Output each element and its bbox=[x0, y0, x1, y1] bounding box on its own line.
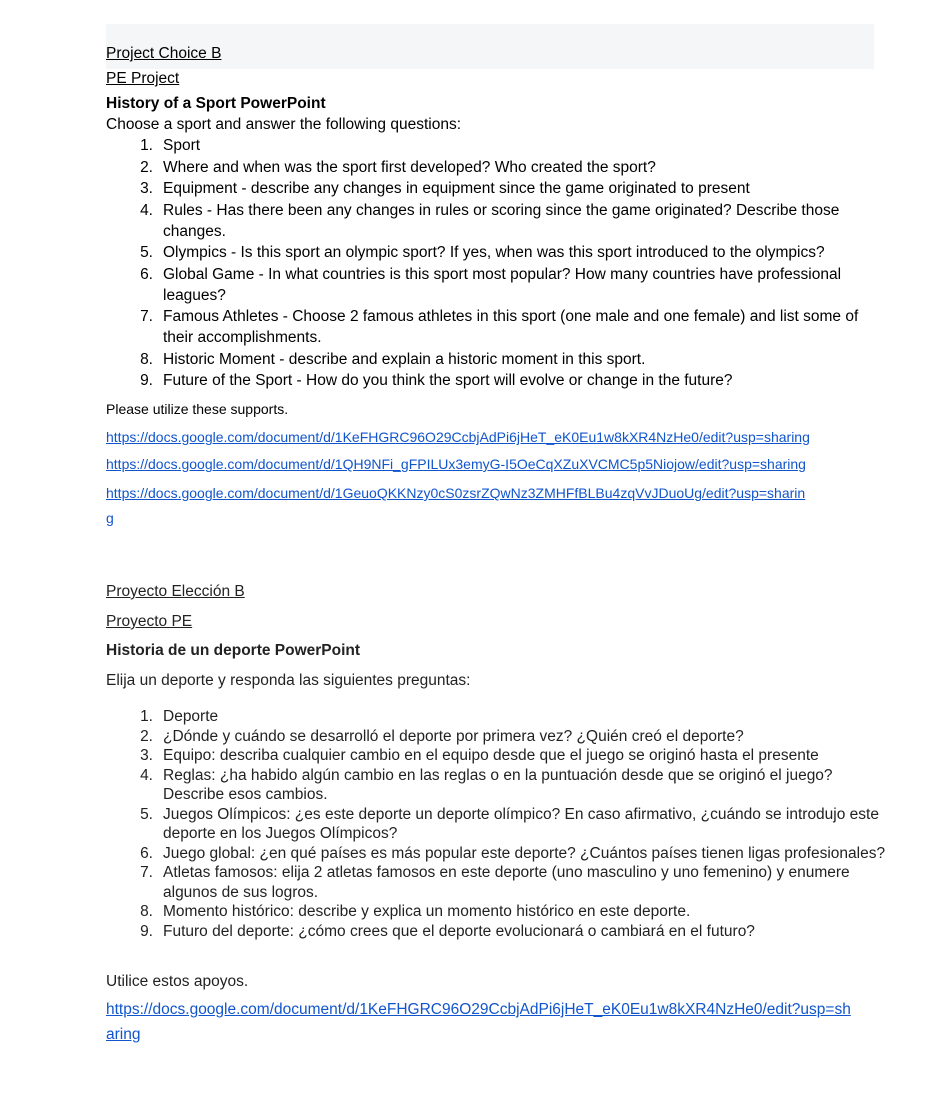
supports-label: Please utilize these supports. bbox=[106, 401, 289, 417]
spanish-questions-list bbox=[106, 707, 886, 941]
list-item: 5. Olympics - Is this sport an olympic sport? If yes, when was this sport introduced to the olympics? bbox=[140, 244, 825, 261]
support-link-3[interactable]: https://docs.google.com/document/d/1GeuoQKKNzy0cS0zsrZQwNz3ZMHFfBLBu4zqVvJDuoUg/edit?usp=sharing bbox=[106, 485, 806, 526]
intro-text: Choose a sport and answer the following questions: bbox=[106, 116, 461, 133]
spanish-support-link[interactable]: https://docs.google.com/document/d/1KeFHGRC96O29CcbjAdPi6jHeT_eK0Eu1w8kXR4NzHe0/edit?usp=sharing bbox=[106, 1001, 851, 1043]
list-item: 7. Famous Athletes - Choose 2 famous athletes in this sport (one male and one female) and list some of their accomplishments. bbox=[140, 308, 859, 346]
document-title: History of a Sport PowerPoint bbox=[106, 95, 326, 112]
list-item: 6. Juego global: ¿en qué países es más popular este deporte? ¿Cuántos países tienen ligas profesionales? bbox=[140, 844, 886, 862]
list-item: 4. Rules - Has there been any changes in rules or scoring since the game originated? Describe those changes. bbox=[140, 201, 840, 240]
list-item: 1. Deporte bbox=[140, 708, 219, 725]
spanish-supports-label: Utilice estos apoyos. bbox=[106, 973, 249, 990]
list-item: 4. Reglas: ¿ha habido algún cambio en las reglas o en la puntuación desde que se originó el juego? Describe esos cambios. bbox=[140, 766, 833, 803]
list-item: 5. Juegos Olímpicos: ¿es este deporte un deporte olímpico? En caso afirmativo, ¿cuándo se introdujo este deporte en los Juegos Olímpicos? bbox=[140, 805, 879, 842]
list-item: 1. Sport bbox=[140, 137, 201, 154]
document-content bbox=[106, 43, 886, 1047]
support-links bbox=[106, 427, 886, 531]
support-link-1[interactable]: https://docs.google.com/document/d/1KeFHGRC96O29CcbjAdPi6jHeT_eK0Eu1w8kXR4NzHe0/edit?usp=sharing bbox=[106, 429, 810, 445]
pe-project-heading: PE Project bbox=[106, 70, 180, 87]
support-link-2[interactable]: https://docs.google.com/document/d/1QH9NFi_gFPILUx3emyG-I5OeCqXZuXVCMC5p5Niojow/edit?usp=sharing bbox=[106, 456, 806, 472]
project-choice-heading: Project Choice B bbox=[106, 45, 222, 62]
proyecto-pe-heading: Proyecto PE bbox=[106, 613, 193, 630]
proyecto-eleccion-heading: Proyecto Elección B bbox=[106, 583, 245, 600]
list-item: 2. Where and when was the sport first developed? Who created the sport? bbox=[140, 158, 656, 176]
list-item: 2. ¿Dónde y cuándo se desarrolló el deporte por primera vez? ¿Quién creó el deporte? bbox=[140, 727, 744, 745]
list-item: 8. Historic Moment - describe and explain a historic moment in this sport. bbox=[140, 350, 646, 368]
questions-list bbox=[106, 135, 886, 391]
list-item: 8. Momento histórico: describe y explica un momento histórico en este deporte. bbox=[140, 903, 691, 920]
list-item: 7. Atletas famosos: elija 2 atletas famosos en este deporte (uno masculino y uno femenino) y enumere algunos de sus logros. bbox=[140, 864, 850, 901]
list-item: 6. Global Game - In what countries is this sport most popular? How many countries have professional leagues? bbox=[140, 265, 842, 304]
spanish-section bbox=[106, 581, 886, 1047]
list-item: 9. Futuro del deporte: ¿cómo crees que el deporte evolucionará o cambiará en el futuro? bbox=[140, 922, 755, 940]
list-item: 3. Equipo: describa cualquier cambio en el equipo desde que el juego se originó hasta el presente bbox=[140, 747, 819, 764]
spanish-intro-text: Elija un deporte y responda las siguientes preguntas: bbox=[106, 672, 471, 689]
english-section bbox=[106, 43, 886, 531]
list-item: 9. Future of the Sport - How do you think the sport will evolve or change in the future? bbox=[140, 372, 733, 389]
spanish-title: Historia de un deporte PowerPoint bbox=[106, 642, 361, 659]
list-item: 3. Equipment - describe any changes in equipment since the game originated to present bbox=[140, 180, 750, 197]
